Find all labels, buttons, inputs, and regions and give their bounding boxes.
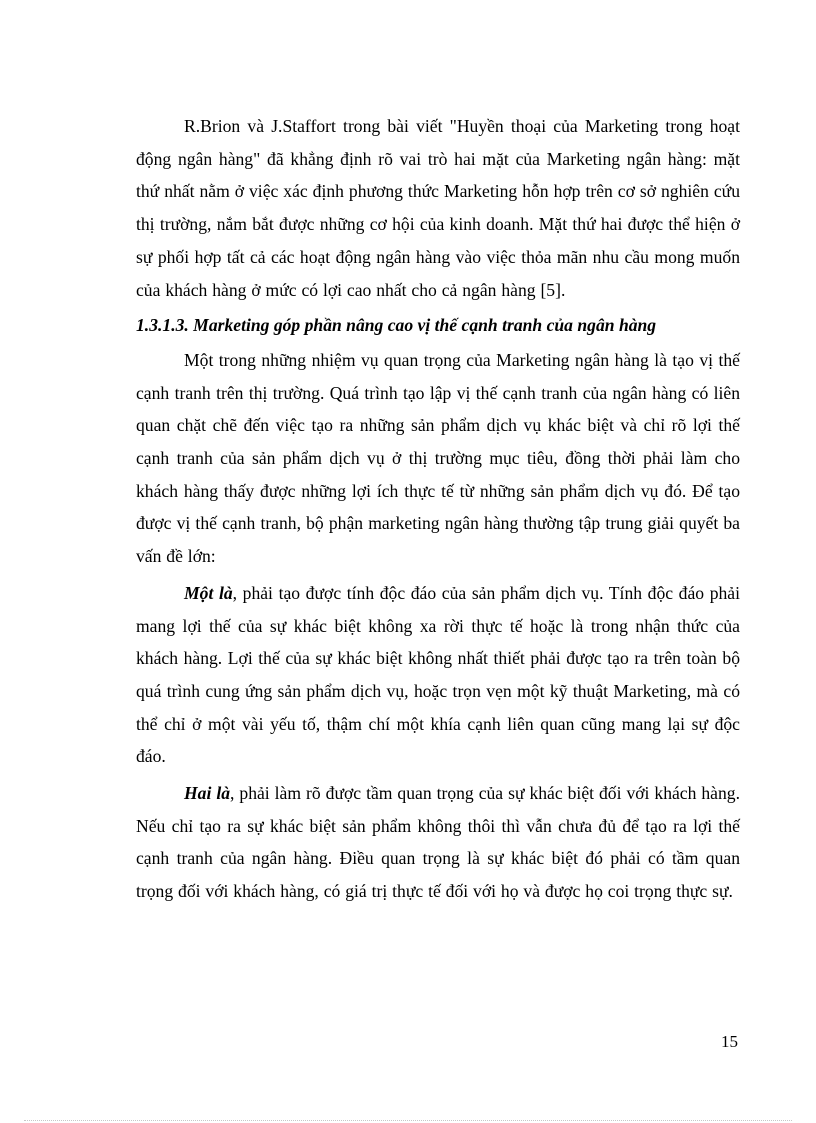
page-number: 15 [721,1032,738,1051]
paragraph-competitive-position: Một trong những nhiệm vụ quan trọng của Marketing ngân hàng là tạo vị thế cạnh tranh trên thị trường. Quá trình tạo lập vị thế cạnh tranh của ngân hàng có liên quan chặt chẽ đến việc tạo ra những sản phẩm dịch vụ khác biệt và chỉ rõ lợi thế cạnh tranh của sản phẩm dịch vụ ở thị trường mục tiêu, đồng thời phải làm cho khách hàng thấy được những lợi ích thực tế từ những sản phẩm dịch vụ đó. Để tạo được vị thế cạnh tranh, bộ phận marketing ngân hàng thường tập trung giải quyết ba vấn đề lớn: [136,349,740,567]
paragraph-second-point [136,777,740,908]
section-heading: 1.3.1.3. Marketing góp phần nâng cao vị thế cạnh tranh của ngân hàng [136,315,657,336]
second-point-lead: Hai là [184,783,231,804]
first-point-text: , phải tạo được tính độc đáo của sản phẩm dịch vụ. Tính độc đáo phải mang lợi thế của sự khác biệt không xa rời thực tế hoặc là trong nhận thức của khách hàng. Lợi thế của sự khác biệt không nhất thiết phải được tạo ra trên toàn bộ quá trình cung ứng sản phẩm dịch vụ, hoặc trọn vẹn một kỹ thuật Marketing, mà có thể chỉ ở một vài yếu tố, thậm chí một khía cạnh liên quan cũng mang lại sự độc đáo. [136,582,740,767]
footer-dotted-rule [24,1120,792,1121]
second-point-text: , phải làm rõ được tầm quan trọng của sự khác biệt đối với khách hàng. Nếu chỉ tạo ra sự khác biệt sản phẩm không thôi thì vẫn chưa đủ để tạo ra lợi thế cạnh tranh của ngân hàng. Điều quan trọng là sự khác biệt đó phải có tầm quan trọng đối với khách hàng, có giá trị thực tế đối với họ và được họ coi trọng thực sự. [136,783,740,902]
paragraph-first-point [136,577,740,773]
first-point-lead: Một là [184,582,233,603]
paragraph-intro: R.Brion và J.Staffort trong bài viết "Huyền thoại của Marketing trong hoạt động ngân hàng" đã khẳng định rõ vai trò hai mặt của Marketing ngân hàng: mặt thứ nhất nằm ở việc xác định phương thức Marketing hỗn hợp trên cơ sở nghiên cứu thị trường, nắm bắt được những cơ hội của kinh doanh. Mặt thứ hai được thể hiện ở sự phối hợp tất cả các hoạt động ngân hàng vào việc thỏa mãn nhu cầu mong muốn của khách hàng ở mức có lợi cao nhất cho cả ngân hàng [5]. [136,116,740,300]
document-body [136,110,740,908]
